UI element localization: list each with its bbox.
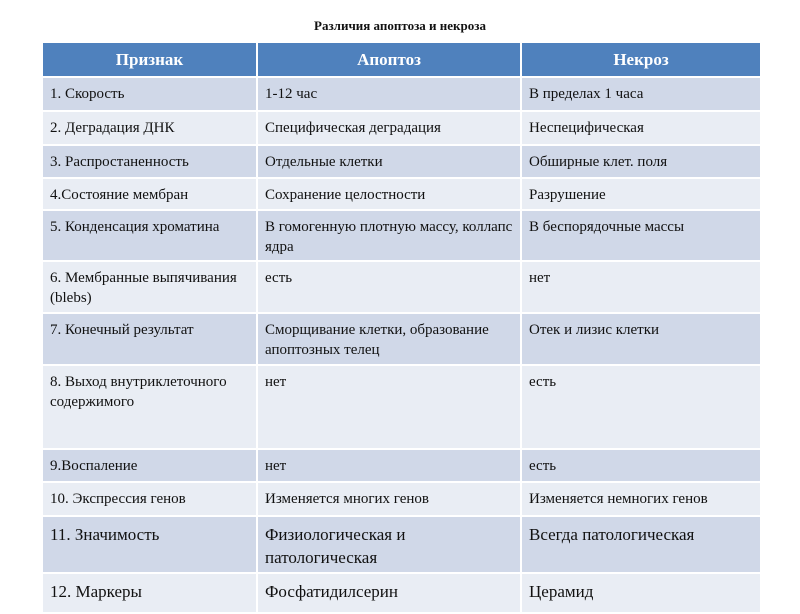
header-apoptosis: Апоптоз <box>257 43 521 77</box>
cell-apoptosis: Отдельные клетки <box>257 145 521 178</box>
table-row <box>42 482 761 516</box>
cell-apoptosis: Специфическая деградация <box>257 111 521 145</box>
cell-necrosis: В беспорядочные массы <box>521 210 761 261</box>
table-row <box>42 365 761 449</box>
header-feature: Признак <box>42 43 257 77</box>
cell-apoptosis: Физиологическая и патологическая <box>257 516 521 573</box>
cell-feature: 6. Мембранные выпячивания (blebs) <box>42 261 257 313</box>
cell-feature: 4.Состояние мембран <box>42 178 257 210</box>
cell-feature: 5. Конденсация хроматина <box>42 210 257 261</box>
table-row <box>42 145 761 178</box>
cell-feature: 10. Экспрессия генов <box>42 482 257 516</box>
cell-necrosis: Неспецифическая <box>521 111 761 145</box>
cell-necrosis: есть <box>521 365 761 449</box>
cell-apoptosis: В гомогенную плотную массу, коллапс ядра <box>257 210 521 261</box>
cell-feature: 1. Скорость <box>42 77 257 111</box>
table-row <box>42 261 761 313</box>
cell-feature: 8. Выход внутриклеточного содержимого <box>42 365 257 449</box>
cell-feature: 11. Значимость <box>42 516 257 573</box>
cell-necrosis: Изменяется немногих генов <box>521 482 761 516</box>
table-row <box>42 178 761 210</box>
cell-necrosis: Разрушение <box>521 178 761 210</box>
cell-necrosis: есть <box>521 449 761 482</box>
cell-apoptosis: Фосфатидилсерин <box>257 573 521 613</box>
cell-feature: 3. Распростаненность <box>42 145 257 178</box>
cell-necrosis: Отек и лизис клетки <box>521 313 761 365</box>
cell-necrosis: Обширные клет. поля <box>521 145 761 178</box>
table-row <box>42 111 761 145</box>
table-row <box>42 313 761 365</box>
cell-necrosis: Всегда патологическая <box>521 516 761 573</box>
table-header-row <box>42 43 761 77</box>
page-title: Различия апоптоза и некроза <box>314 18 486 33</box>
table-row <box>42 516 761 573</box>
table-row <box>42 77 761 111</box>
cell-apoptosis: нет <box>257 365 521 449</box>
cell-apoptosis: Изменяется многих генов <box>257 482 521 516</box>
cell-apoptosis: нет <box>257 449 521 482</box>
cell-feature: 12. Маркеры <box>42 573 257 613</box>
cell-apoptosis: Сохранение целостности <box>257 178 521 210</box>
comparison-table <box>41 43 762 614</box>
cell-apoptosis: 1-12 час <box>257 77 521 111</box>
cell-necrosis: Церамид <box>521 573 761 613</box>
cell-feature: 2. Деградация ДНК <box>42 111 257 145</box>
table-row <box>42 449 761 482</box>
table-row <box>42 573 761 613</box>
cell-apoptosis: Сморщивание клетки, образование апоптозных телец <box>257 313 521 365</box>
cell-necrosis: нет <box>521 261 761 313</box>
cell-feature: 7. Конечный результат <box>42 313 257 365</box>
cell-necrosis: В пределах 1 часа <box>521 77 761 111</box>
table-row <box>42 210 761 261</box>
cell-apoptosis: есть <box>257 261 521 313</box>
header-necrosis: Некроз <box>521 43 761 77</box>
cell-feature: 9.Воспаление <box>42 449 257 482</box>
